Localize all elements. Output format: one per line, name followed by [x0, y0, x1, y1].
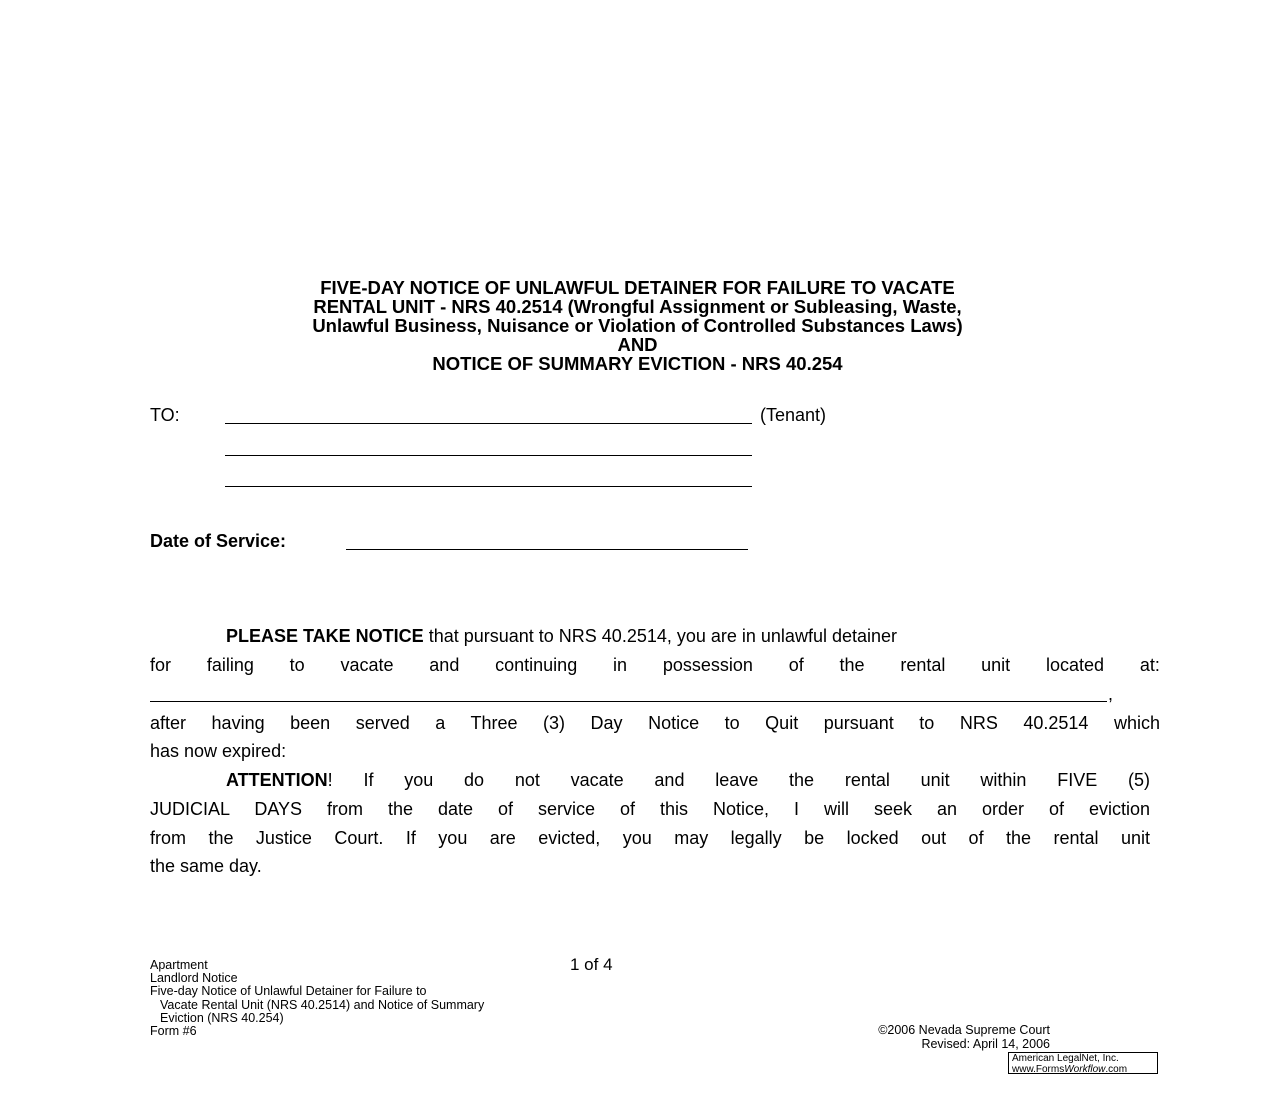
attention-word: rental	[844, 770, 890, 790]
notice-p1-text: that pursuant to NRS 40.2514, you are in unlawful detainer	[428, 626, 898, 646]
american-legalnet-badge	[1008, 1052, 1158, 1074]
attention-word: do	[464, 770, 485, 790]
copyright-text: ©2006 Nevada Supreme Court	[878, 1023, 1050, 1037]
attention-word: the	[789, 770, 815, 790]
rental-unit-address-blank[interactable]	[150, 701, 1107, 702]
notice-paragraph-line-5: has now expired:	[150, 741, 287, 761]
footer-subcategory: Landlord Notice	[150, 971, 238, 986]
notice-word: located	[1045, 655, 1105, 675]
title-line-4: AND	[617, 334, 658, 355]
attention-word: unit	[920, 770, 950, 790]
revised-date: Revised: April 14, 2006	[921, 1036, 1050, 1051]
notice-paragraph-line-1	[150, 626, 1236, 647]
title-line-2: RENTAL UNIT - NRS 40.2514 (Wrongful Assignment or Subleasing, Waste,	[313, 296, 962, 317]
title-line-5: NOTICE OF SUMMARY EVICTION - NRS 40.254	[432, 353, 843, 374]
notice-word: continuing	[495, 655, 578, 675]
footer-form-title-2: Vacate Rental Unit (NRS 40.2514) and Notice of Summary	[160, 997, 485, 1012]
notice-word: the	[839, 655, 865, 675]
notice-word: at:	[1139, 655, 1160, 675]
tenant-label: (Tenant)	[760, 405, 827, 425]
date-of-service-blank[interactable]	[346, 549, 748, 550]
brand-website: www.FormsWorkflow.com	[1012, 1063, 1128, 1075]
notice-word: to	[289, 655, 305, 675]
attention-word: leave	[715, 770, 759, 790]
attention-paragraph-line-3: from the Justice Court. If you are evicted, you may legally be locked out of the rental unit	[150, 828, 1150, 848]
attention-paragraph-line-4: the same day.	[150, 856, 262, 876]
notice-word: failing	[206, 655, 254, 675]
footer-category: Apartment	[150, 958, 208, 972]
title-line-1: FIVE-DAY NOTICE OF UNLAWFUL DETAINER FOR FAILURE TO VACATE	[320, 277, 955, 298]
tenant-name-blank[interactable]	[225, 423, 752, 424]
footer-form-title-3: Eviction (NRS 40.254)	[160, 1010, 284, 1025]
brand-company: American LegalNet, Inc.	[1012, 1053, 1119, 1064]
to-label: TO:	[150, 405, 180, 425]
tenant-address-blank-1[interactable]	[225, 455, 752, 456]
title-line-3: Unlawful Business, Nuisance or Violation of Controlled Substances Laws)	[312, 315, 963, 336]
attention-word: vacate	[570, 770, 624, 790]
page-number: 1 of 4	[570, 955, 613, 974]
attention-word: (5)	[1128, 770, 1150, 790]
attention-word: If	[363, 770, 374, 790]
notice-word: in	[613, 655, 628, 675]
attention-word: not	[514, 770, 540, 790]
notice-paragraph-line-2	[150, 655, 1160, 676]
attention-word: ATTENTION!	[226, 770, 333, 790]
document-title	[0, 278, 1275, 373]
notice-word: possession	[662, 655, 753, 675]
notice-word: unit	[981, 655, 1011, 675]
notice-word: and	[429, 655, 460, 675]
address-comma: ,	[1108, 684, 1114, 704]
copyright-block	[878, 1024, 1050, 1051]
attention-heading: ATTENTION	[226, 770, 328, 790]
tenant-address-blank-2[interactable]	[225, 486, 752, 487]
date-of-service-label: Date of Service:	[150, 531, 287, 551]
please-take-notice-heading: PLEASE TAKE NOTICE	[226, 626, 424, 646]
attention-paragraph-line-2: JUDICIAL DAYS from the date of service of this Notice, I will seek an order of eviction	[150, 799, 1150, 819]
attention-paragraph-line-1	[150, 770, 1150, 791]
attention-word: within	[980, 770, 1027, 790]
footer-form-title-1: Five-day Notice of Unlawful Detainer for Failure to	[150, 984, 427, 999]
attention-word: FIVE	[1057, 770, 1098, 790]
attention-word: you	[404, 770, 434, 790]
notice-word: rental	[900, 655, 946, 675]
notice-paragraph-line-4: after having been served a Three (3) Day Notice to Quit pursuant to NRS 40.2514 which	[150, 713, 1160, 733]
notice-word: of	[788, 655, 804, 675]
form-footer-info	[150, 959, 484, 1038]
notice-word: vacate	[340, 655, 394, 675]
footer-form-number: Form #6	[150, 1024, 197, 1039]
notice-word: for	[150, 655, 172, 675]
attention-word: and	[654, 770, 685, 790]
